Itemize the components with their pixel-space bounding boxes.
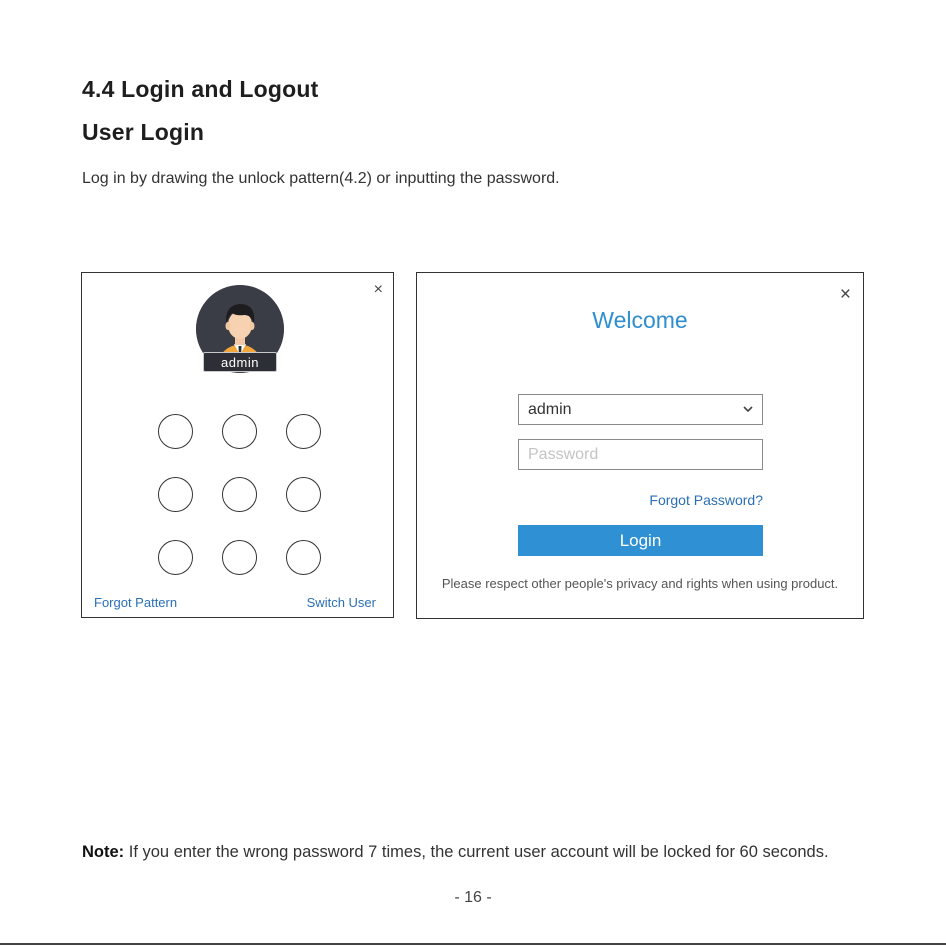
privacy-notice: Please respect other people's privacy and rights when using product. — [441, 576, 839, 591]
pattern-dot[interactable] — [286, 414, 321, 449]
pattern-dot[interactable] — [286, 477, 321, 512]
forgot-pattern-link[interactable]: Forgot Pattern — [94, 595, 178, 610]
pattern-dot[interactable] — [222, 477, 257, 512]
pattern-login-panel — [81, 272, 394, 618]
close-icon[interactable]: × — [839, 284, 851, 305]
note-text: If you enter the wrong password 7 times, the current user account will be locked for 60 seconds. — [124, 843, 829, 861]
bottom-divider — [0, 943, 946, 945]
forgot-password-link[interactable]: Forgot Password? — [649, 492, 763, 508]
pattern-dot[interactable] — [158, 414, 193, 449]
page-number: - 16 - — [454, 889, 492, 906]
close-icon[interactable]: × — [373, 281, 383, 298]
pattern-dot[interactable] — [158, 477, 193, 512]
password-login-panel — [416, 272, 864, 619]
pattern-dot[interactable] — [286, 540, 321, 575]
sub-heading: User Login — [82, 119, 205, 145]
section-heading: 4.4 Login and Logout — [82, 76, 319, 102]
welcome-title: Welcome — [592, 307, 688, 333]
user-select-value: admin — [528, 401, 572, 418]
login-button[interactable]: Login — [518, 525, 763, 556]
switch-user-link[interactable]: Switch User — [306, 595, 376, 610]
note-label: Note: — [82, 843, 125, 861]
unlock-pattern-grid[interactable] — [158, 414, 323, 580]
chevron-down-icon — [742, 395, 754, 434]
user-select[interactable] — [518, 394, 763, 425]
pattern-dot[interactable] — [158, 540, 193, 575]
pattern-dot[interactable] — [222, 414, 257, 449]
intro-text: Log in by drawing the unlock pattern(4.2) or inputting the password. — [82, 170, 560, 187]
note-paragraph — [82, 843, 829, 862]
password-input[interactable] — [518, 439, 763, 470]
username-label: admin — [203, 352, 277, 372]
pattern-dot[interactable] — [222, 540, 257, 575]
